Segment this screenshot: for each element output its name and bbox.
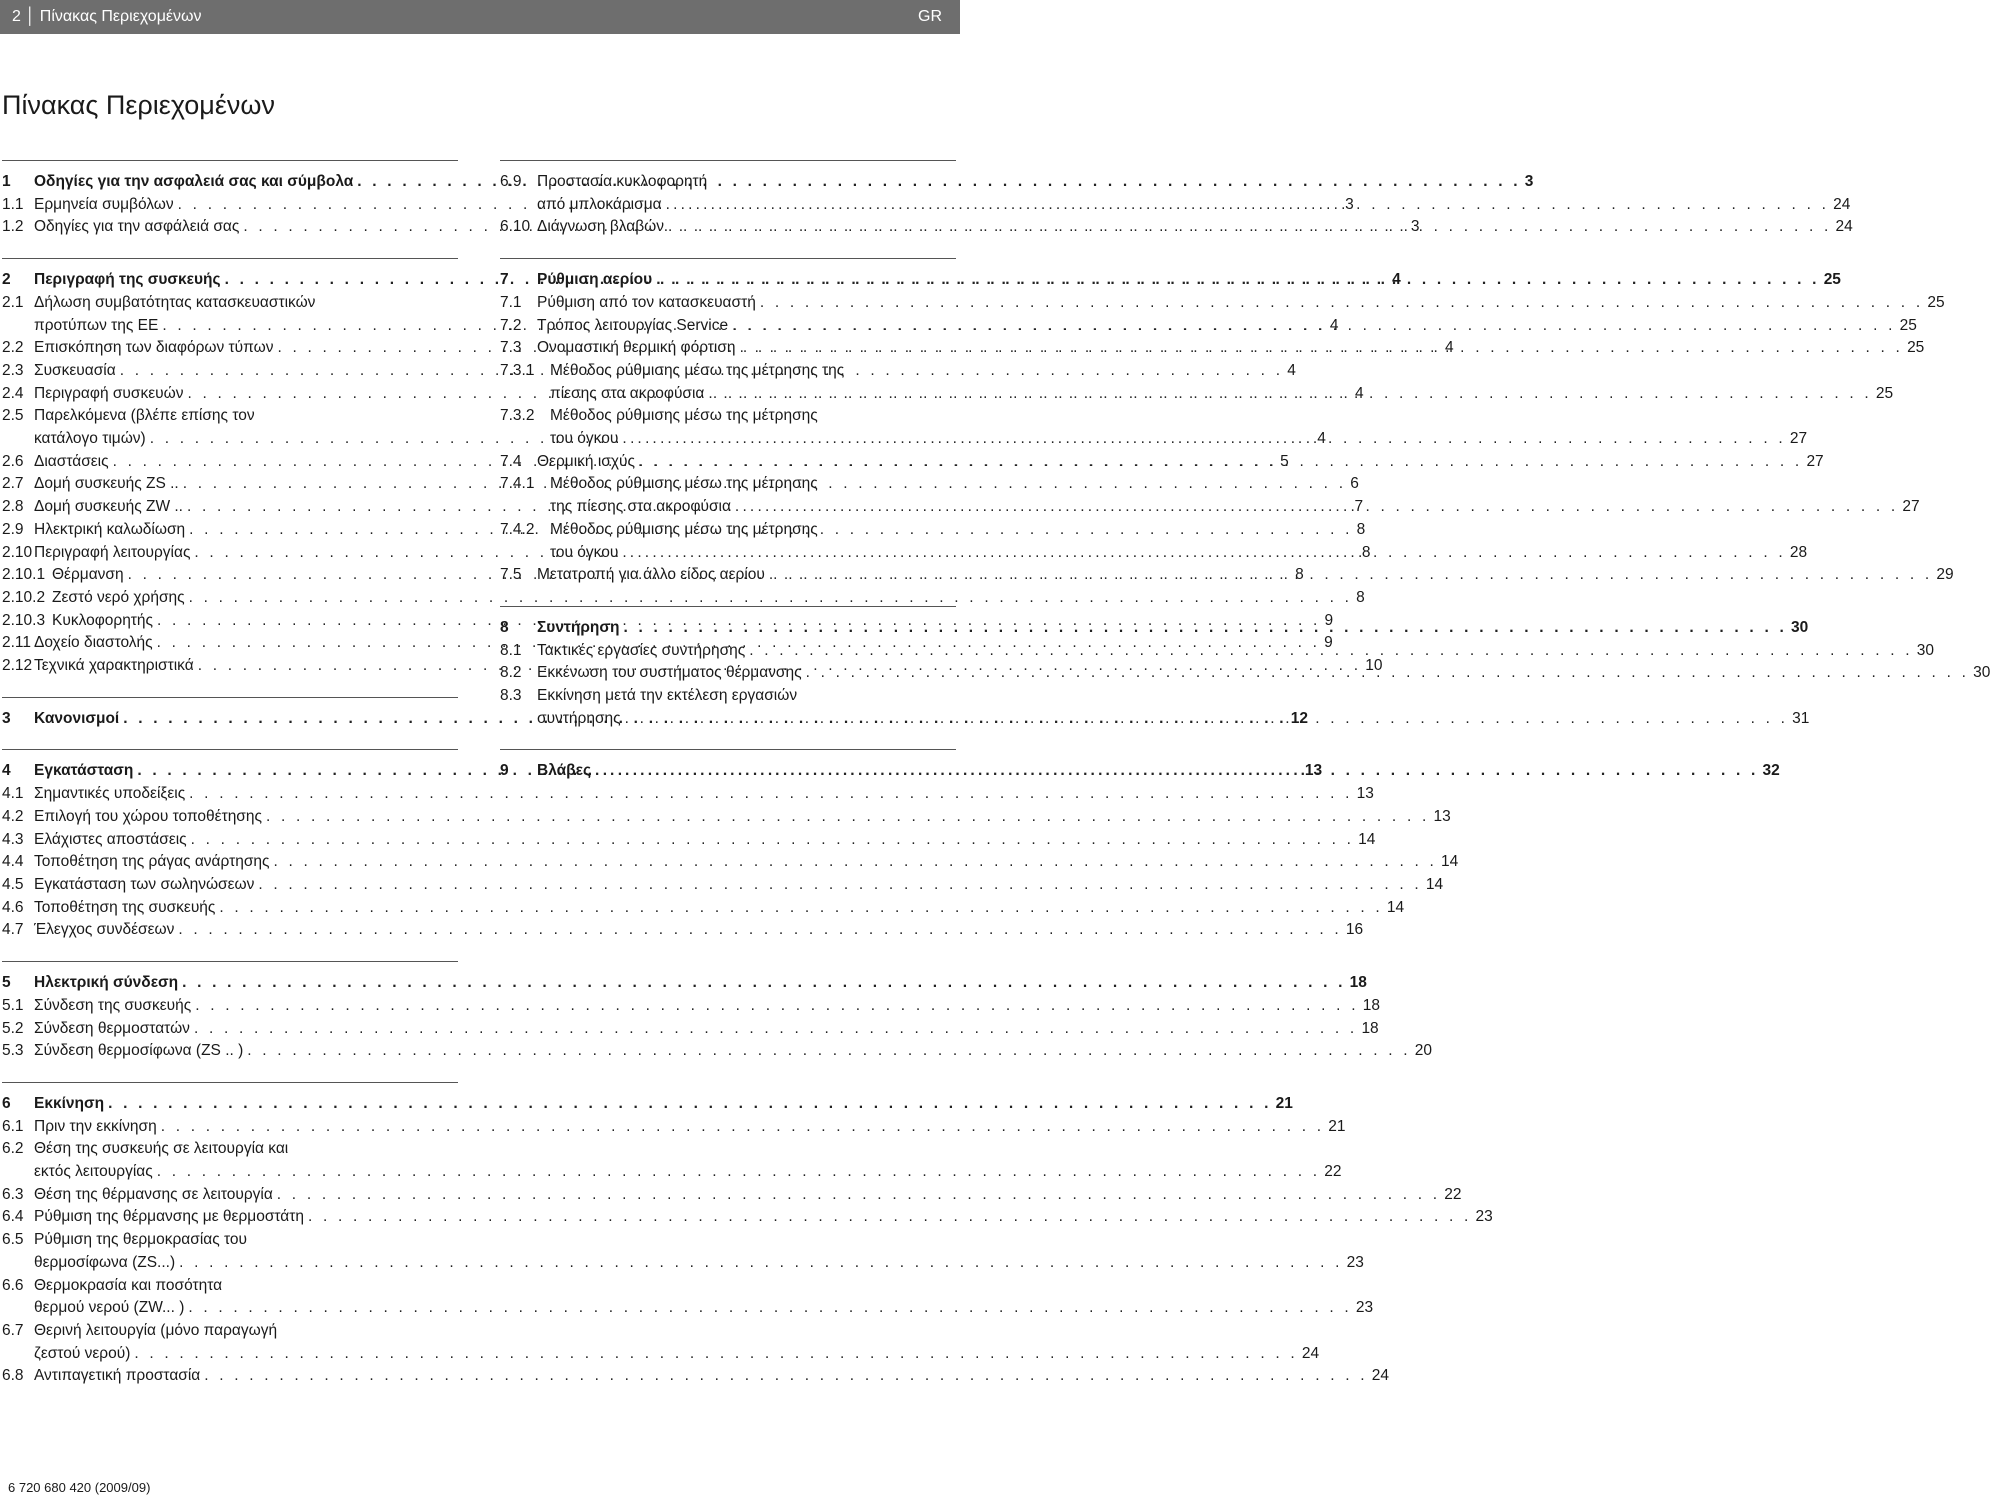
toc-page-number: 9 (1324, 611, 1334, 629)
toc-page-number: 13 (1356, 785, 1374, 803)
toc-page-number: 4 (1444, 339, 1454, 357)
document-code: 6 720 680 420 (2009/09) (8, 1480, 151, 1495)
toc-entry-number: 1 (2, 173, 11, 190)
toc-dot-leader (622, 542, 1786, 565)
toc-dot-leader (266, 806, 1430, 829)
header-page-label: 2 │ Πίνακας Περιεχομένων (12, 8, 202, 25)
toc-dot-leader (735, 496, 1899, 519)
toc-entry-title: Εκκίνηση μετά την εκτέλεση εργασιών (537, 687, 798, 705)
toc-entry-title: Ηλεκτρική σύνδεση (34, 974, 179, 992)
toc-page-number: 25 (1907, 339, 1925, 357)
toc-entry-title: Ρύθμιση από τον κατασκευαστή (537, 293, 756, 311)
toc-entry-number: 6.8 (2, 1367, 24, 1385)
toc-page-number: 6 (1350, 475, 1359, 493)
toc-dot-leader (749, 640, 1913, 663)
toc-entry[interactable] (2, 874, 1444, 897)
toc-entry[interactable] (2, 1184, 1462, 1207)
toc-entry-number: 5.1 (2, 996, 24, 1014)
toc-entry-title: Έλεγχος συνδέσεων (34, 921, 175, 939)
toc-entry-number: 6.2 (2, 1140, 24, 1158)
toc-page-number: 22 (1444, 1185, 1462, 1203)
toc-entry-title: Τοποθέτηση της ράγας ανάρτησης (34, 853, 270, 871)
toc-entry[interactable] (500, 337, 1925, 360)
toc-entry-title: Εγκατάσταση (34, 762, 134, 780)
toc-entry-continuation[interactable] (550, 383, 1894, 406)
toc-entry[interactable] (2, 851, 1459, 874)
toc-entry[interactable] (2, 806, 1451, 829)
toc-page-number: 14 (1358, 830, 1376, 848)
toc-entry-title-continued: του όγκου (550, 543, 619, 561)
toc-entry-title: Δομή συσκευής ZS .. (34, 475, 179, 493)
toc-section (2, 961, 1433, 1063)
toc-entry-title-continued: θερμού νερού (ZW... ) (34, 1299, 185, 1317)
toc-entry-title: Σύνδεση θερμοσίφωνα (ZS .. ) (34, 1042, 244, 1060)
toc-entry[interactable] (2, 1116, 1346, 1139)
toc-entry-number: 7.3.1 (500, 361, 535, 379)
toc-entry-title: Επιλογή του χώρου τοποθέτησης (34, 807, 262, 825)
toc-entry-title-continued: προτύπων της ΕΕ (34, 316, 159, 334)
toc-entry-title: Ηλεκτρική καλωδίωση (34, 520, 186, 538)
toc-entry-title: Περιγραφή της συσκευής (34, 271, 221, 289)
toc-entry-title-continued: του όγκου (550, 430, 619, 448)
toc-entry-title: Θέση της συσκευής σε λειτουργία και (34, 1140, 289, 1158)
toc-page-number: 4 (1392, 271, 1401, 289)
toc-page-number: 25 (1927, 293, 1945, 311)
toc-dot-leader (219, 897, 1383, 920)
toc-entry-title: Βλάβες (537, 762, 592, 780)
toc-entry-continuation[interactable] (34, 1161, 1342, 1184)
toc-entry[interactable] (2, 1206, 1493, 1229)
toc-entry-number: 4 (2, 762, 11, 780)
toc-dot-leader (157, 1161, 1321, 1184)
toc-entry-title: Τακτικές εργασίες συντήρησης (537, 641, 746, 659)
toc-page-number: 5 (1280, 452, 1289, 470)
toc-entry-number: 2.10.2 (2, 588, 46, 606)
toc-entry-continuation[interactable] (550, 428, 1808, 451)
toc-entry[interactable] (500, 405, 956, 428)
toc-entry-title: Θερμοκρασία και ποσότητα (34, 1276, 223, 1294)
toc-page-number: 23 (1355, 1299, 1374, 1317)
toc-entry-title: Διαστάσεις (34, 452, 109, 470)
toc-entry-number: 7 (500, 271, 509, 289)
toc-entry-title: Δομή συσκευής ZW .. (34, 498, 183, 516)
toc-entry-continuation[interactable] (34, 1297, 1374, 1320)
page-header-bar (0, 0, 960, 34)
toc-entry[interactable] (2, 1018, 1379, 1041)
toc-entry-number: 5.3 (2, 1042, 24, 1060)
toc-page-number: 7 (1354, 498, 1364, 516)
toc-entry-number: 2.5 (2, 407, 24, 425)
toc-page-number: 24 (1833, 195, 1851, 213)
header-language-code: GR (918, 8, 942, 25)
toc-entry-title: Σύνδεση της συσκευής (34, 996, 192, 1014)
toc-entry-number: 6.4 (2, 1208, 24, 1226)
toc-dot-leader (806, 662, 1970, 685)
toc-entry-number: 8.1 (500, 641, 522, 659)
toc-entry-title: Σημαντικές υποδείξεις (34, 785, 186, 803)
toc-page-number: 13 (1304, 762, 1323, 780)
toc-dot-leader (108, 1093, 1272, 1116)
toc-entry-title: Επισκόπηση των διαφόρων τύπων (34, 339, 274, 357)
toc-entry[interactable] (2, 897, 1405, 920)
toc-entry-title: Τοποθέτηση της συσκευής (34, 898, 216, 916)
toc-page-number: 27 (1806, 452, 1824, 470)
toc-page-number: 18 (1361, 1019, 1379, 1037)
toc-page-number: 14 (1440, 853, 1459, 871)
toc-entry-title: Μέθοδος ρύθμισης μέσω της μέτρησης (550, 520, 818, 538)
toc-dot-leader (595, 760, 1759, 783)
toc-page-number: 3 (1524, 173, 1534, 190)
toc-entry-title-continued: θερμοσίφωνα (ZS...) (34, 1253, 176, 1271)
toc-entry-number: 7.4.2 (500, 520, 535, 538)
toc-entry[interactable] (2, 587, 1365, 610)
toc-dot-leader (732, 315, 1896, 338)
toc-entry-number: 6.1 (2, 1117, 24, 1135)
toc-page-number: 25 (1823, 271, 1841, 289)
toc-entry-title: Μέθοδος ρύθμισης μέσω της μέτρησης (550, 475, 818, 493)
toc-entry-number: 7.3.2 (500, 407, 535, 425)
toc-entry-title: Θέση της θέρμανσης σε λειτουργία (34, 1185, 273, 1203)
toc-entry[interactable] (2, 1229, 458, 1252)
toc-entry-number: 4.1 (2, 785, 24, 803)
toc-entry[interactable] (2, 292, 458, 315)
toc-dot-leader (134, 1343, 1298, 1366)
toc-entry[interactable] (500, 685, 956, 708)
toc-section (500, 258, 1954, 587)
toc-entry[interactable] (2, 405, 458, 428)
toc-entry-number: 8.2 (500, 664, 522, 682)
toc-entry-title: Ερμηνεία συμβόλων (34, 195, 174, 213)
toc-page-number: 8 (1295, 566, 1304, 584)
toc-section (500, 160, 1853, 239)
toc-entry-number: 7.2 (500, 316, 522, 334)
toc-entry-number: 6.6 (2, 1276, 24, 1294)
toc-dot-leader (308, 1206, 1472, 1229)
toc-entry-number: 2.7 (2, 475, 24, 493)
toc-chapter-entry[interactable] (2, 1093, 1293, 1116)
toc-page-number: 18 (1362, 996, 1380, 1014)
toc-entry-title: Μέθοδος ρύθμισης μέσω της μέτρησης (550, 407, 818, 425)
toc-entry-title: Ελάχιστες αποστάσεις (34, 830, 187, 848)
toc-entry-title: Διάγνωση βλαβών (537, 218, 665, 236)
toc-entry-number: 4.2 (2, 807, 24, 825)
toc-page-number: 32 (1762, 762, 1780, 780)
toc-entry-number: 3 (2, 709, 11, 727)
toc-entry-title: Εγκατάσταση των σωληνώσεων (34, 875, 255, 893)
toc-dot-leader (258, 874, 1422, 897)
toc-entry[interactable] (2, 1275, 458, 1298)
toc-entry[interactable] (500, 473, 956, 496)
toc-entry[interactable] (500, 171, 956, 194)
toc-entry[interactable] (2, 783, 1374, 806)
toc-page-number: 30 (1973, 664, 1990, 682)
toc-entry[interactable] (500, 519, 956, 542)
toc-entry-number: 5 (2, 974, 11, 992)
toc-entry-title: Τρόπος λειτουργίας Service (537, 316, 729, 334)
toc-entry[interactable] (500, 451, 1824, 474)
toc-entry-title: Ρύθμιση της θέρμανσης με θερμοστάτη (34, 1208, 304, 1226)
toc-entry-number: 6 (2, 1094, 11, 1112)
toc-entry-number: 2.10.3 (2, 611, 46, 629)
toc-entry-number: 4.6 (2, 898, 24, 916)
toc-dot-leader (247, 1040, 1411, 1063)
toc-entry-number: 2.6 (2, 452, 24, 470)
toc-entry-number: 2.9 (2, 520, 24, 538)
toc-entry-title-continued: συντήρησης (537, 709, 621, 727)
toc-entry-title: Αντιπαγετική προστασία (34, 1367, 201, 1385)
toc-page-number: 23 (1475, 1208, 1493, 1226)
toc-dot-leader (708, 383, 1872, 406)
toc-page-number: 3 (1345, 195, 1354, 213)
toc-entry-title: Περιγραφή συσκευών (34, 384, 184, 402)
toc-page-number: 4 (1287, 361, 1296, 379)
toc-page-number: 23 (1346, 1253, 1364, 1271)
toc-dot-leader (195, 995, 1359, 1018)
toc-page-number: 31 (1792, 709, 1810, 727)
toc-dot-leader (188, 1297, 1352, 1320)
toc-entry-title-continued: κατάλογο τιμών) (34, 430, 146, 448)
toc-entry[interactable] (2, 919, 1364, 942)
toc-page-number: 10 (1365, 657, 1383, 675)
toc-entry[interactable] (500, 360, 956, 383)
toc-entry[interactable] (2, 1320, 458, 1343)
toc-dot-leader (191, 829, 1355, 852)
toc-entry-title: Σύνδεση θερμοστατών (34, 1019, 190, 1037)
toc-entry-title: Ζεστό νερό χρήσης (52, 588, 185, 606)
toc-entry-title: Εκκένωση του συστήματος θέρμανσης (537, 664, 802, 682)
toc-dot-leader (178, 919, 1342, 942)
toc-page-number: 8 (1356, 588, 1365, 606)
toc-entry-title: Ρύθμιση της θερμοκρασίας του (34, 1231, 247, 1249)
toc-entry-title-continued: από μπλοκάρισμα (537, 195, 662, 213)
toc-dot-leader (204, 1365, 1368, 1388)
toc-entry-number: 2.10.1 (2, 566, 46, 584)
toc-entry-continuation[interactable] (34, 1343, 1320, 1366)
toc-dot-leader (179, 1252, 1343, 1275)
toc-entry[interactable] (500, 216, 1853, 239)
toc-page-number: 13 (1433, 807, 1451, 825)
toc-entry-title: Προστασία κυκλοφορητή (537, 173, 708, 190)
toc-page-number: 14 (1425, 875, 1444, 893)
toc-entry[interactable] (2, 829, 1376, 852)
toc-page-number: 4 (1329, 316, 1339, 334)
toc-dot-leader (161, 1116, 1325, 1139)
toc-entry-number: 2.3 (2, 361, 24, 379)
toc-entry-title: Δοχείο διαστολής (34, 634, 153, 652)
toc-entry-title: Οδηγίες για την ασφαλειά σας και σύμβολα (34, 173, 354, 190)
toc-entry-number: 2.10 (2, 543, 33, 561)
toc-page-number: 30 (1790, 618, 1809, 636)
toc-page-number: 8 (1361, 543, 1371, 561)
toc-page-number: 29 (1936, 566, 1954, 584)
toc-page-number: 30 (1916, 641, 1934, 659)
toc-entry-title: Κυκλοφορητής (52, 611, 154, 629)
toc-entry[interactable] (2, 1040, 1433, 1063)
toc-dot-leader (625, 708, 1789, 731)
toc-page-number: 24 (1301, 1344, 1320, 1362)
toc-entry[interactable] (500, 292, 1945, 315)
toc-entry-title-continued: πίεσης στα ακροφύσια (550, 384, 705, 402)
toc-page-number: 24 (1835, 218, 1853, 236)
toc-page-number: 25 (1875, 384, 1894, 402)
toc-entry-continuation[interactable] (34, 1252, 1364, 1275)
toc-entry[interactable] (500, 564, 1954, 587)
toc-entry[interactable] (2, 995, 1380, 1018)
toc-entry-number: 2.12 (2, 657, 33, 675)
toc-entry-number: 1.2 (2, 218, 24, 236)
toc-entry-title: Κανονισμοί (34, 709, 120, 727)
toc-entry-number: 2 (2, 271, 11, 289)
toc-entry-number: 7.1 (500, 293, 522, 311)
toc-entry-title: Θερμική ισχύς (537, 452, 635, 470)
toc-dot-leader (182, 972, 1346, 995)
toc-entry[interactable] (500, 315, 1917, 338)
toc-dot-leader (668, 216, 1832, 239)
toc-page-number: 9 (1324, 634, 1333, 652)
toc-page-number: 22 (1324, 1163, 1342, 1181)
toc-chapter-entry[interactable] (2, 972, 1367, 995)
toc-entry-title: Τεχνικά χαρακτηριστικά (34, 657, 194, 675)
toc-entry-number: 4.4 (2, 853, 24, 871)
toc-entry-title: Μετατροπή για άλλο είδος αερίου (537, 566, 765, 584)
toc-entry-number: 2.11 (2, 634, 32, 652)
toc-dot-leader (273, 851, 1437, 874)
toc-dot-leader (622, 428, 1786, 451)
toc-entry-title: Θερινή λειτουργία (μόνο παραγωγή (34, 1321, 278, 1339)
toc-entry-title: Εκκίνηση (34, 1094, 105, 1112)
toc-entry-number: 1.1 (2, 195, 24, 213)
toc-entry[interactable] (2, 1365, 1389, 1388)
toc-entry-number: 4.3 (2, 830, 24, 848)
toc-page-number: 3 (1410, 218, 1420, 236)
toc-entry-number: 7.4 (500, 452, 522, 470)
toc-entry-title: Ρύθμιση αερίου (537, 271, 653, 289)
toc-entry-number: 2.8 (2, 498, 24, 516)
toc-entry-title: Περιγραφή λειτουργίας (34, 543, 191, 561)
toc-entry-number: 6.5 (2, 1231, 24, 1249)
page-title: Πίνακας Περιεχομένων (2, 90, 275, 120)
toc-page-number: 24 (1371, 1367, 1389, 1385)
toc-dot-leader (656, 269, 1820, 292)
toc-chapter-entry[interactable] (500, 269, 1841, 292)
toc-entry-number: 2.1 (2, 293, 24, 311)
toc-entry-number: 6.10 (500, 218, 531, 236)
toc-entry-title-continued: ζεστού νερού) (34, 1344, 131, 1362)
toc-section (2, 1082, 1493, 1388)
toc-entry-number: 8.3 (500, 687, 522, 705)
toc-page-number: 18 (1349, 974, 1367, 992)
toc-page-number: 20 (1414, 1042, 1433, 1060)
toc-entry-title-continued: εκτός λειτουργίας (34, 1163, 153, 1181)
toc-entry-number: 2.4 (2, 384, 24, 402)
toc-entry-title: Μέθοδος ρύθμισης μέσω της μέτρησης της (550, 361, 845, 379)
toc-entry[interactable] (2, 1138, 458, 1161)
toc-page-number: 21 (1275, 1094, 1293, 1112)
toc-page-number: 4 (1317, 430, 1326, 448)
toc-page-number: 12 (1290, 709, 1308, 727)
toc-page-number: 27 (1789, 430, 1808, 448)
toc-entry-title-continued: της πίεσης στα ακροφύσια (550, 498, 731, 516)
toc-page-number: 28 (1789, 543, 1808, 561)
toc-entry-title: Δήλωση συμβατότητας κατασκευαστικών (34, 293, 316, 311)
toc-entry-title: Ονομαστική θερμική φόρτιση (537, 339, 736, 357)
toc-page-number: 8 (1356, 520, 1366, 538)
toc-entry-number: 4.5 (2, 875, 24, 893)
toc-page-number: 25 (1899, 316, 1917, 334)
toc-entry-number: 7.5 (500, 566, 522, 584)
toc-entry-continuation[interactable] (550, 542, 1808, 565)
toc-entry-number: 9 (500, 762, 509, 780)
toc-entry-number: 6.7 (2, 1321, 24, 1339)
toc-entry-title: Συσκευασία (34, 361, 116, 379)
toc-entry-number: 8 (500, 618, 509, 636)
toc-entry[interactable] (500, 640, 1934, 663)
toc-entry-number: 7.4.1 (500, 475, 535, 493)
toc-page-number: 14 (1386, 898, 1405, 916)
toc-entry-title: Συντήρηση (537, 618, 620, 636)
toc-dot-leader (740, 337, 1904, 360)
toc-page-number: 4 (1354, 384, 1364, 402)
toc-entry-title: Θέρμανση (52, 566, 124, 584)
toc-entry-number: 4.7 (2, 921, 24, 939)
toc-entry-number: 6.3 (2, 1185, 24, 1203)
toc-entry-title: Πριν την εκκίνηση (34, 1117, 157, 1135)
toc-dot-leader (769, 564, 1933, 587)
toc-dot-leader (760, 292, 1924, 315)
toc-entry-number: 2.2 (2, 339, 24, 357)
toc-entry-number: 6.9 (500, 173, 522, 190)
toc-page-number: 27 (1902, 498, 1920, 516)
toc-page-number: 16 (1345, 921, 1364, 939)
toc-dot-leader (194, 1018, 1358, 1041)
toc-entry-number: 5.2 (2, 1019, 24, 1037)
toc-dot-leader (666, 194, 1830, 217)
toc-entry-number: 7.3 (500, 339, 522, 357)
toc-dot-leader (623, 617, 1787, 640)
toc-entry-continuation[interactable] (537, 194, 1851, 217)
toc-entry-continuation[interactable] (550, 496, 1920, 519)
toc-dot-leader (277, 1184, 1441, 1207)
toc-entry-title: Οδηγίες για την ασφάλειά σας (34, 218, 240, 236)
toc-chapter-entry[interactable] (500, 617, 1809, 640)
toc-dot-leader (639, 451, 1803, 474)
toc-page-number: 21 (1328, 1117, 1346, 1135)
toc-entry-title: Παρελκόμενα (βλέπε επίσης τον (34, 407, 255, 425)
